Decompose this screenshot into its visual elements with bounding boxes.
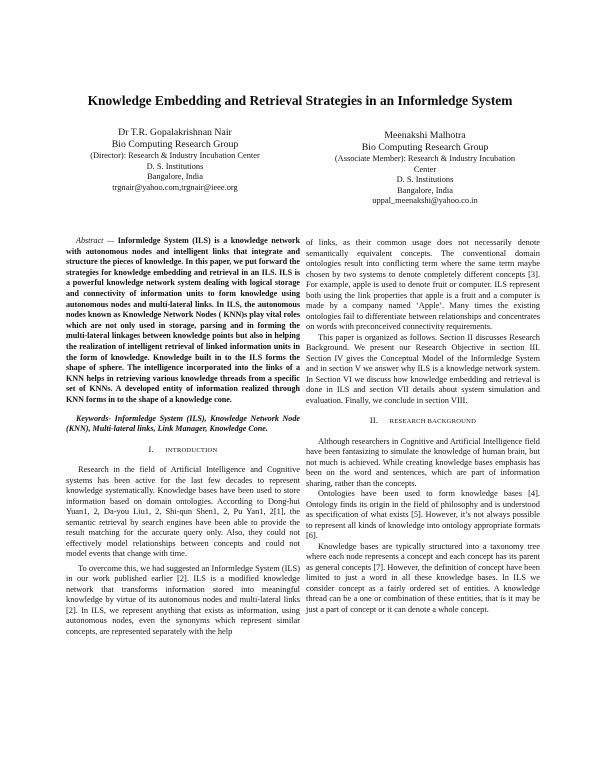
author-affiliation: (Associate Member): Research & Industry Incubation <box>334 154 516 163</box>
intro-paragraph: Research in the field of Artificial Intelligence and Cognitive systems has been active for the last few decades to represent knowledge systematically. Knowledge bases have been used to store information based on domain ontologies. According to Dong-hui Yuan1, 2, Da-you Liu1, 2, Shi-qun Shen1, 2, Pu Yan1, 2[1], the semantic retrieval by search engines have been able to provide the result matching for the accurate query only. Also, they could not effectively model relationships between concepts and could not model events that change with time. <box>66 465 300 559</box>
author-right <box>300 130 550 207</box>
author-location: Bangalore, India <box>147 172 203 182</box>
author-block <box>50 127 550 227</box>
background-paragraph: Knowledge bases are typically structured into a taxonomy tree where each node represents a concept and each concept has its parent as general concepts [7]. However, the definition of concept have been limited to just a word in all these knowledge bases. In ILS we consider concept as a fairly ordered set of entities. A knowledge thread can be a one or combination of these entities, that is it may be just a part of concept or it can denote a whole concept. <box>306 541 540 614</box>
author-email: uppal_meenakshi@yahoo.co.in <box>372 196 478 206</box>
right-column <box>306 238 540 615</box>
section-heading-research-background <box>306 416 540 428</box>
paper-title: Knowledge Embedding and Retrieval Strategies in an Informledge System <box>87 93 513 108</box>
abstract-label: Abstract — <box>76 236 115 245</box>
author-left <box>50 127 300 193</box>
author-institution: D. S. Institutions <box>146 161 204 171</box>
background-paragraph: Ontologies have been used to form knowledge bases [4]. Ontology finds its origin in the field of philosophy and is understood as specification of what exists [5]. However, it’s not always possible to represent all kinds of knowledge into ontology appropriate formats [6]. <box>306 489 540 540</box>
section-title: RESEARCH BACKGROUND <box>389 418 477 425</box>
body-paragraph: This paper is organized as follows. Section II discusses Research Background. We present our Research Objective in section III. Section IV gives the Conceptual Model of the Informledge System and in section V we answer why ILS is a knowledge network system. In Section VI we discuss how knowledge embedding and retrieval is done in ILS and section VII details about system simulation and evaluation. Finally, we conclude in section VIII. <box>306 332 540 405</box>
author-group: Bio Computing Research Group <box>111 139 239 150</box>
section-numeral: II. <box>369 416 379 425</box>
section-numeral: I. <box>148 444 154 454</box>
author-affiliation: (Director): Research & Industry Incubation Center <box>90 151 260 160</box>
author-name: Meenakshi Malhotra <box>384 130 466 141</box>
author-institution: D. S. Institutions <box>396 175 454 185</box>
author-group: Bio Computing Research Group <box>361 142 489 153</box>
keywords: Keywords- Informledge System (ILS), Knowledge Network Node (KNN), Multi-lateral links, Link Manager, Knowledge Cone. <box>66 413 300 434</box>
section-title: INTRODUCTION <box>165 446 218 454</box>
author-email: trgnair@yahoo.com,trgnair@ieee.org <box>112 182 238 192</box>
left-column <box>66 236 300 637</box>
intro-paragraph: To overcome this, we had suggested an Informledge System (ILS) in our work published earlier [2]. ILS is a modified knowledge network that transforms information stored into meaningful knowledge by virtue of its autonomous nodes and multi-lateral links [2]. In ILS, we represent anything that exists as information, using autonomous nodes, even the synonyms which represent similar concepts, are represented separately with the help <box>66 563 300 636</box>
background-paragraph: Although researchers in Cognitive and Artificial Intelligence field have been fantasizing to simulate the knowledge of human brain, but not much is achieved. While creating knowledge bases emphasis has been on the word and sentences, which are part of information sharing, rather than the concepts. <box>306 436 540 488</box>
author-location: Bangalore, India <box>397 185 453 195</box>
abstract-text: Informledge System (ILS) is a knowledge network with autonomous nodes and intelligent links that integrate and structure the pieces of knowledge. In this paper, we put forward the strategies for knowledge embedding and retrieval in an ILS. ILS is a powerful knowledge network system dealing with logical storage and connectivity of information units to form knowledge using autonomous nodes and multi-lateral links. In ILS, the autonomous nodes known as Knowledge Network Nodes ( KNN)s play vital roles which are not only used in storage, parsing and in forming the multi-lateral linkages between knowledge points but also in helping the realization of intelligent retrieval of linked information units in the form of knowledge. Knowledge built in to the ILS forms the shape of sphere. The intelligence incorporated into the links of a KNN helps in retrieving various knowledge threads from a specific set of KNNs. A developed entity of information realized through KNN forms in to the shape of a knowledge cone. <box>66 236 301 404</box>
body-paragraph: of links, as their common usage does not necessarily denote semantically equivalent concepts. The conventional domain ontologies result into conflicting term where the same term maybe chosen by two systems to denote completely different concepts [3]. For example, apple is used to denote fruit or computer. ILS represent both using the link properties that apple is a fruit and a computer is made by a company named ‘Apple’. Many times the existing ontologies fail to differentiate between relationships and concentrates on words with preconceived connectivity requirements. <box>306 238 540 331</box>
section-heading-introduction <box>66 445 300 457</box>
author-affiliation-cont: Center <box>413 164 437 174</box>
abstract <box>66 236 300 406</box>
author-name: Dr T.R. Gopalakrishnan Nair <box>118 127 232 138</box>
